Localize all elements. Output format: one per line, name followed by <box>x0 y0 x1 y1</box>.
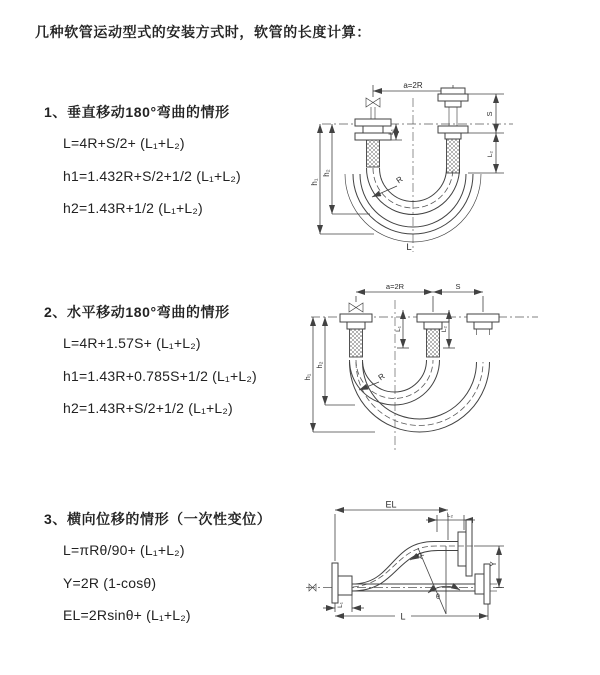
dim-label-h2: h₂ <box>315 361 324 369</box>
dim-label-el: EL <box>385 500 397 510</box>
dim-label-h2: h₂ <box>322 169 331 177</box>
dim-label-y: Y <box>489 561 498 567</box>
middle-flange-column <box>417 314 449 357</box>
left-flange <box>309 563 352 603</box>
dim-s <box>433 282 483 292</box>
right-flange-column <box>467 314 499 335</box>
dim-label-l1: L₁ <box>337 602 344 608</box>
dim-label-h1: h₁ <box>310 178 319 186</box>
dim-l <box>335 604 488 622</box>
dim-label-l2: L₂ <box>446 512 454 519</box>
dim-label-s: S <box>485 111 494 117</box>
dim-l1 <box>395 310 409 348</box>
right-flange <box>475 564 497 604</box>
dim-label-theta: θ <box>436 594 440 601</box>
section-1-heading: 1、垂直移动180°弯曲的情形 <box>44 104 230 120</box>
braided-hose-section <box>447 139 460 173</box>
section-2-formulas <box>63 327 257 425</box>
braided-hose-section <box>427 329 440 357</box>
section-3-heading: 3、横向位移的情形（一次性变位） <box>44 511 272 527</box>
displaced-flange <box>458 520 472 576</box>
page-title: 几种软管运动型式的安装方式时，软管的长度计算： <box>35 24 371 40</box>
formula-line: h2=1.43R+1/2 (L₁+L₂) <box>63 200 203 217</box>
left-flange-column <box>340 314 372 357</box>
valve-symbol <box>366 98 380 107</box>
dim-a2r <box>356 282 483 312</box>
formula-line: h1=1.43R+0.785S+1/2 (L₁+L₂) <box>63 367 257 384</box>
dim-h2 <box>315 317 355 405</box>
braided-hose-section <box>367 140 380 167</box>
dim-label-a2r: a=2R <box>403 81 423 90</box>
section-1-formulas <box>63 127 241 225</box>
formula-line: h1=1.432R+S/2+1/2 (L₁+L₂) <box>63 167 241 184</box>
dim-label-l2: L₂ <box>441 325 448 333</box>
dim-l1 <box>323 595 364 612</box>
dim-label-l1: L₁ <box>395 326 402 332</box>
dim-label-r: R <box>376 371 387 383</box>
dim-s <box>468 94 504 173</box>
dim-el <box>335 500 448 561</box>
dim-label-h1: h₁ <box>303 373 312 381</box>
section-3-formulas <box>63 534 191 632</box>
formula-line: h2=1.43R+S/2+1/2 (L₁+L₂) <box>63 400 233 417</box>
lateral-displacement-drawing <box>298 500 598 660</box>
horizontal-180-bend-drawing <box>303 282 600 462</box>
dim-label-l: L <box>406 242 412 253</box>
vertical-180-bend-drawing <box>308 76 598 258</box>
dim-label-l: L <box>400 611 406 622</box>
section-2-heading: 2、水平移动180°弯曲的情形 <box>44 304 230 320</box>
braided-hose-section <box>350 329 363 357</box>
dim-label-l1: L₁ <box>388 129 395 135</box>
formula-line: L=4R+1.57S+ (L₁+L₂) <box>63 335 201 352</box>
formula-line: Y=2R (1-cosθ) <box>63 574 157 591</box>
dim-l2 <box>487 133 496 173</box>
formula-line: EL=2Rsinθ+ (L₁+L₂) <box>63 607 191 624</box>
formula-line: L=4R+S/2+ (L₁+L₂) <box>63 135 185 152</box>
left-flange-column <box>355 119 391 167</box>
right-flange-column <box>438 88 468 173</box>
dim-label-l2: L₂ <box>487 150 494 158</box>
dim-label-r: R <box>415 550 427 561</box>
dim-r <box>359 371 387 390</box>
dim-label-s: S <box>455 282 461 291</box>
formula-line: L=πRθ/90+ (L₁+L₂) <box>63 542 185 559</box>
valve-symbol <box>349 303 363 312</box>
dim-label-a2r: a=2R <box>385 282 405 291</box>
dim-label-r: R <box>394 174 405 186</box>
